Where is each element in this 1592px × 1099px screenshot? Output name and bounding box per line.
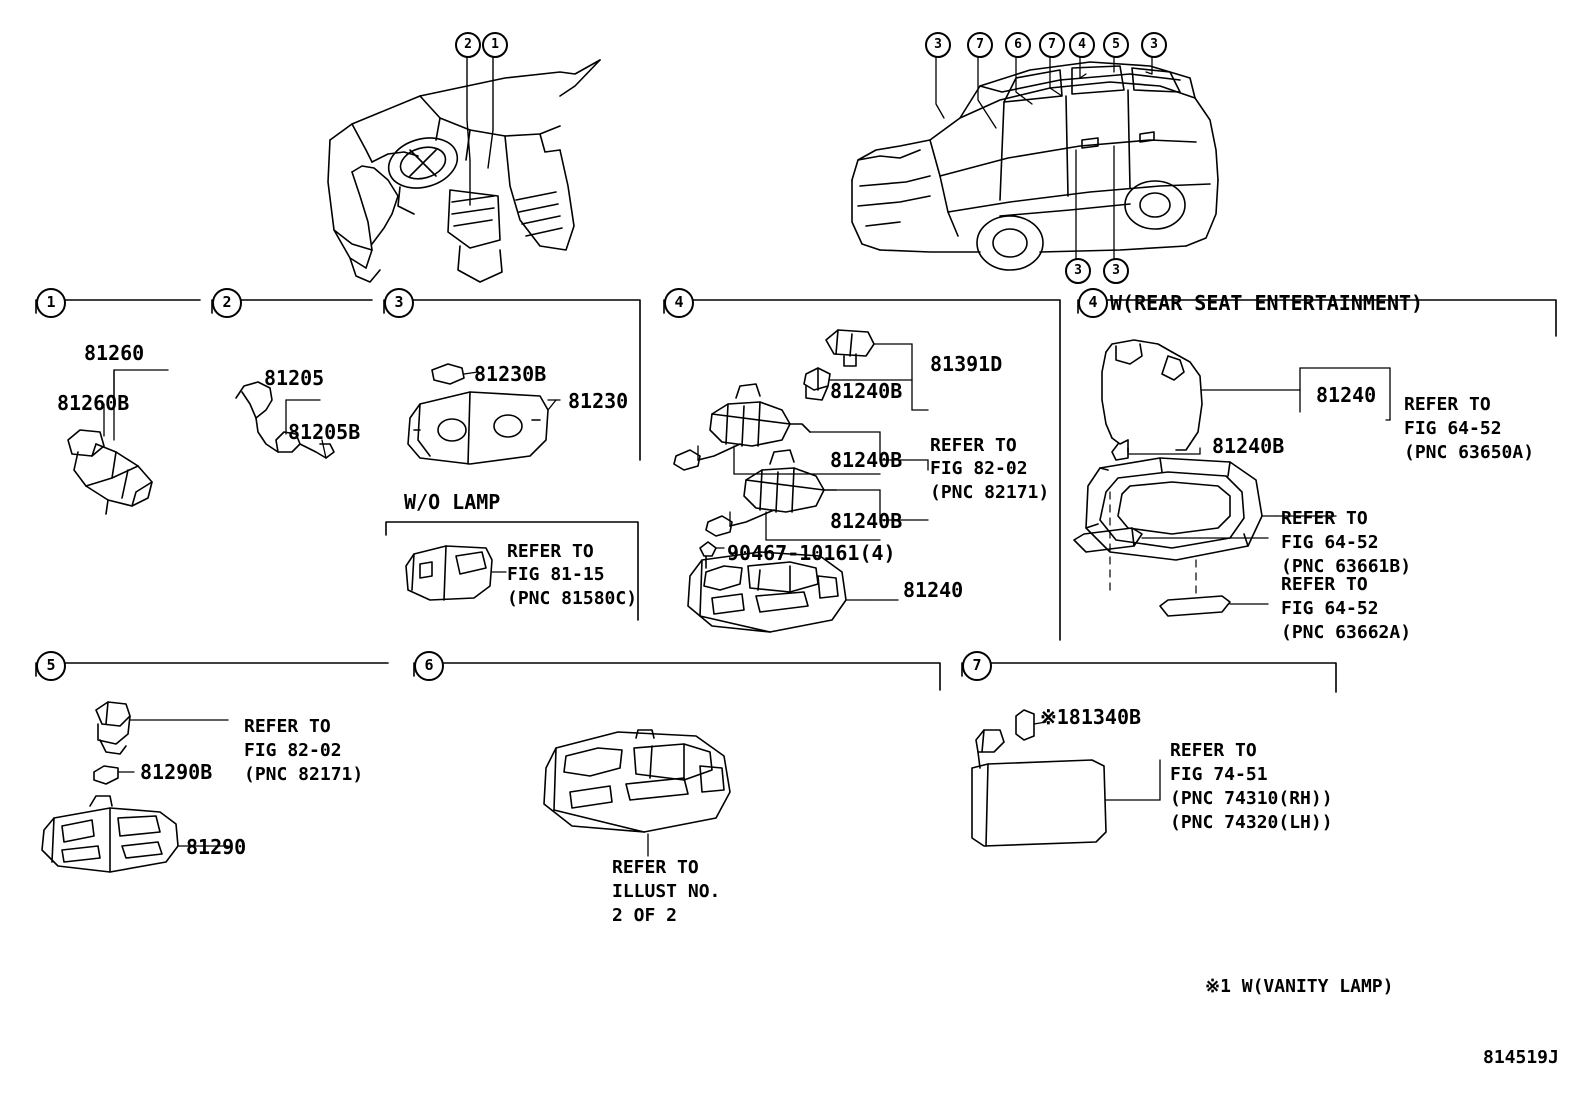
- part-label-81240-rse: 81240: [1316, 383, 1377, 407]
- section-marker-4: 4: [664, 288, 694, 318]
- ref-fig-64-52c-line2: FIG 64-52: [1281, 598, 1379, 619]
- ref-fig-81-15-line2: FIG 81-15: [507, 564, 605, 585]
- ref-fig-64-52c-line3: (PNC 63662A): [1281, 622, 1412, 643]
- illust-ref-line2: ILLUST NO.: [612, 881, 721, 902]
- illust-ref-line3: 2 OF 2: [612, 905, 678, 926]
- part-label-81240B-1: 81240B: [830, 379, 903, 403]
- part-label-81240B-rse: 81240B: [1212, 434, 1285, 458]
- part-label-81240B-2: 81240B: [830, 448, 903, 472]
- ref-fig-82-02-line3: (PNC 82171): [930, 482, 1050, 503]
- drawing-code: 814519J: [1483, 1047, 1559, 1068]
- part-label-81240: 81240: [903, 578, 964, 602]
- ref-fig-81-15-line1: REFER TO: [507, 541, 594, 562]
- section-marker-3: 3: [384, 288, 414, 318]
- section-marker-5: 5: [36, 651, 66, 681]
- ref-fig-64-52b-line3: (PNC 63661B): [1281, 556, 1412, 577]
- ref-fig-74-51-line1: REFER TO: [1170, 740, 1257, 761]
- part-label-81290B: 81290B: [140, 760, 213, 784]
- callout-suv-5: 5: [1103, 32, 1129, 58]
- callout-suv-3a: 3: [925, 32, 951, 58]
- part-label-81290: 81290: [186, 835, 247, 859]
- ref-fig-64-52a-line3: (PNC 63650A): [1404, 442, 1535, 463]
- ref-fig-82-02-line1: REFER TO: [930, 435, 1017, 456]
- ref-fig-64-52a-line1: REFER TO: [1404, 394, 1491, 415]
- ref-fig-82-02b-line3: (PNC 82171): [244, 764, 364, 785]
- ref-fig-64-52b-line2: FIG 64-52: [1281, 532, 1379, 553]
- part-label-81230B: 81230B: [474, 362, 547, 386]
- callout-suv-7b: 7: [1039, 32, 1065, 58]
- part-label-81260: 81260: [84, 341, 145, 365]
- callout-dash-1: 1: [482, 32, 508, 58]
- callout-suv-3b: 3: [1141, 32, 1167, 58]
- section-marker-7: 7: [962, 651, 992, 681]
- illust-ref-line1: REFER TO: [612, 857, 699, 878]
- part-label-81260B: 81260B: [57, 391, 130, 415]
- callout-suv-6: 6: [1005, 32, 1031, 58]
- wo-lamp-title: W/O LAMP: [404, 490, 501, 514]
- callout-suv-3d: 3: [1103, 258, 1129, 284]
- section-marker-1: 1: [36, 288, 66, 318]
- ref-fig-82-02b-line1: REFER TO: [244, 716, 331, 737]
- section-marker-4-rse: 4: [1078, 288, 1108, 318]
- callout-suv-3c: 3: [1065, 258, 1091, 284]
- ref-fig-74-51-line4: (PNC 74320(LH)): [1170, 812, 1333, 833]
- ref-fig-81-15-line3: (PNC 81580C): [507, 588, 638, 609]
- part-label-81205B: 81205B: [288, 420, 361, 444]
- callout-suv-7a: 7: [967, 32, 993, 58]
- section-marker-2: 2: [212, 288, 242, 318]
- part-label-81230: 81230: [568, 389, 629, 413]
- callout-dash-2: 2: [455, 32, 481, 58]
- callout-suv-4: 4: [1069, 32, 1095, 58]
- part-label-81205: 81205: [264, 366, 325, 390]
- ref-fig-82-02-line2: FIG 82-02: [930, 458, 1028, 479]
- section-title-rse: W(REAR SEAT ENTERTAINMENT): [1110, 291, 1424, 315]
- part-label-81391D: 81391D: [930, 352, 1003, 376]
- ref-fig-64-52c-line1: REFER TO: [1281, 574, 1368, 595]
- part-label-81340B: ※181340B: [1040, 705, 1142, 729]
- ref-fig-64-52a-line2: FIG 64-52: [1404, 418, 1502, 439]
- ref-fig-74-51-line3: (PNC 74310(RH)): [1170, 788, 1333, 809]
- ref-fig-64-52b-line1: REFER TO: [1281, 508, 1368, 529]
- ref-fig-74-51-line2: FIG 74-51: [1170, 764, 1268, 785]
- part-label-bolt: 90467-10161(4): [727, 541, 896, 565]
- vanity-lamp-note: ※1 W(VANITY LAMP): [1205, 976, 1394, 997]
- section-marker-6: 6: [414, 651, 444, 681]
- part-label-81240B-3: 81240B: [830, 509, 903, 533]
- ref-fig-82-02b-line2: FIG 82-02: [244, 740, 342, 761]
